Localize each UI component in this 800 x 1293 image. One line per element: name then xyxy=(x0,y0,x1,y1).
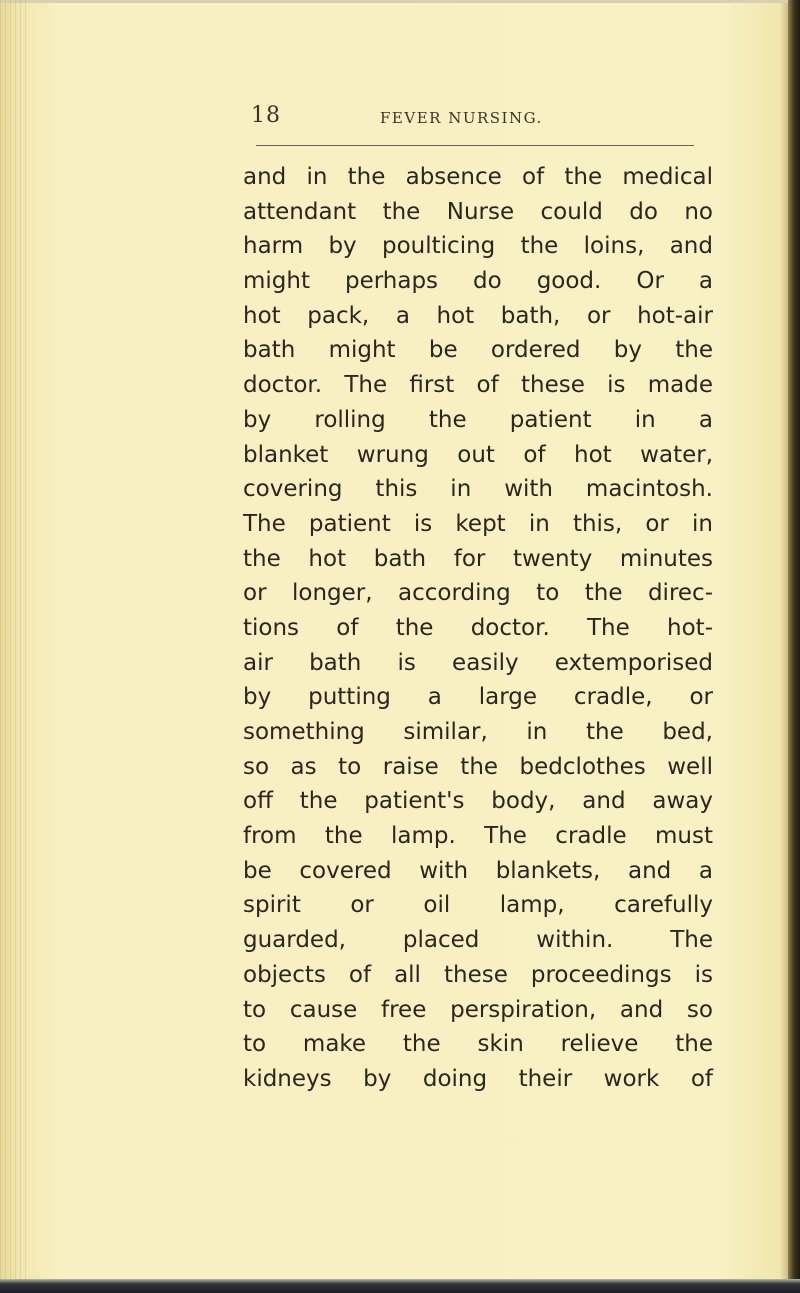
page-header xyxy=(0,103,800,133)
page-number: 18 xyxy=(251,103,281,128)
text-line: covering this in with macintosh. xyxy=(243,476,713,503)
text-line: harm by poulticing the loins, and xyxy=(243,233,713,260)
body-text xyxy=(243,160,713,1097)
text-line: attendant the Nurse could do no xyxy=(243,198,713,225)
text-line: air bath is easily extemporised xyxy=(243,649,713,676)
text-line: objects of all these proceedings is xyxy=(243,961,713,988)
text-line: spirit or oil lamp, carefully xyxy=(243,892,713,919)
page-left-edge xyxy=(0,0,30,1293)
page-top-edge xyxy=(0,0,800,3)
text-line: something similar, in the bed, xyxy=(243,719,713,745)
text-line: and in the absence of the medical xyxy=(243,164,713,190)
text-line: The patient is kept in this, or in xyxy=(243,510,713,537)
text-line: hot pack, a hot bath, or hot-air xyxy=(243,302,713,329)
text-line: to make the skin relieve the xyxy=(243,1031,713,1058)
text-line: kidneys by doing their work of xyxy=(243,1065,713,1092)
text-line: tions of the doctor. The hot- xyxy=(243,614,713,641)
running-head: FEVER NURSING. xyxy=(380,109,543,127)
text-line: bath might be ordered by the xyxy=(243,337,713,364)
header-rule xyxy=(256,145,694,146)
text-line: off the patient's body, and away xyxy=(243,788,713,815)
page-right-edge xyxy=(788,0,800,1293)
text-line: blanket wrung out of hot water, xyxy=(243,441,713,468)
page-bottom-edge xyxy=(0,1279,800,1293)
text-line: by putting a large cradle, or xyxy=(243,684,713,711)
text-line: from the lamp. The cradle must xyxy=(243,823,713,850)
text-line: so as to raise the bedclothes well xyxy=(243,753,713,780)
text-line: or longer, according to the direc- xyxy=(243,580,713,607)
text-line: to cause free perspiration, and so xyxy=(243,996,713,1023)
text-line: might perhaps do good. Or a xyxy=(243,268,713,295)
text-line: guarded, placed within. The xyxy=(243,927,713,954)
text-line: the hot bath for twenty minutes xyxy=(243,545,713,572)
text-line: by rolling the patient in a xyxy=(243,406,713,433)
text-line: be covered with blankets, and a xyxy=(243,857,713,884)
text-line: doctor. The first of these is made xyxy=(243,372,713,399)
